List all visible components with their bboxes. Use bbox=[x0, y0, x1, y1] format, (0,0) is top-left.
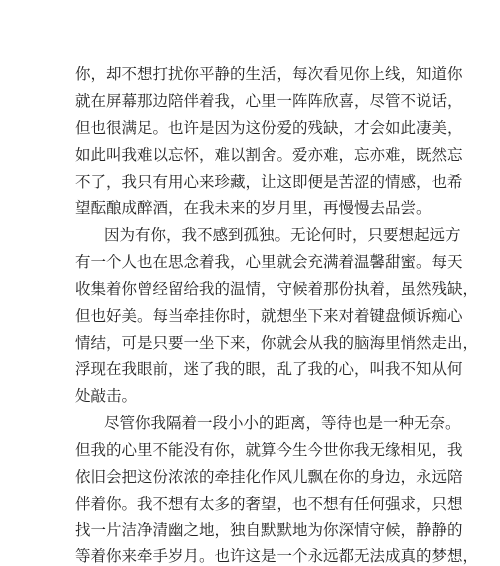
text-line: 处敲击。 bbox=[75, 387, 138, 405]
text-line: 但我的心里不能没有你，就算今生今世你我无缘相见，我 bbox=[75, 441, 463, 459]
text-line: 收集着你曾经留给我的温情，守候着那份执着，虽然残缺， bbox=[75, 280, 479, 298]
text-line: 浮现在我眼前，迷了我的眼，乱了我的心，叫我不知从何 bbox=[75, 360, 463, 378]
text-line: 但也好美。每当牵挂你时，就想坐下来对着键盘倾诉痴心 bbox=[75, 307, 463, 325]
text-line: 不了，我只有用心来珍藏，让这即便是苦涩的情感，也希 bbox=[75, 173, 463, 191]
text-line: 如此叫我难以忘怀，难以割舍。爱亦难，忘亦难，既然忘 bbox=[75, 146, 463, 164]
text-line: 有一个人也在思念着我，心里就会充满着温馨甜蜜。每天 bbox=[75, 253, 463, 271]
text-line: 等着你来牵手岁月。也许这是一个永远都无法成真的梦想， bbox=[75, 547, 479, 565]
text-line: 就在屏幕那边陪伴着我，心里一阵阵欣喜，尽管不说话， bbox=[75, 92, 463, 110]
text-line: 伴着你。我不想有太多的奢望，也不想有任何强求，只想 bbox=[75, 495, 463, 513]
text-line: 情结，可是只要一坐下来，你就会从我的脑海里悄然走出， bbox=[75, 334, 479, 352]
text-line: 依旧会把这份浓浓的牵挂化作风儿飘在你的身边，永远陪 bbox=[75, 468, 463, 486]
text-line: 尽管你我隔着一段小小的距离，等待也是一种无奈。 bbox=[104, 414, 461, 432]
text-line: 因为有你，我不感到孤独。无论何时，只要想起远方 bbox=[104, 226, 461, 244]
text-line: 你，却不想打扰你平静的生活，每次看见你上线，知道你 bbox=[75, 65, 463, 83]
text-line: 望酝酿成醉酒，在我未来的岁月里，再慢慢去品尝。 bbox=[75, 199, 432, 217]
text-line: 找一片洁净清幽之地，独自默默地为你深情守候，静静的 bbox=[75, 521, 463, 539]
text-line: 但也很满足。也许是因为这份爱的残缺，才会如此凄美， bbox=[75, 119, 463, 137]
